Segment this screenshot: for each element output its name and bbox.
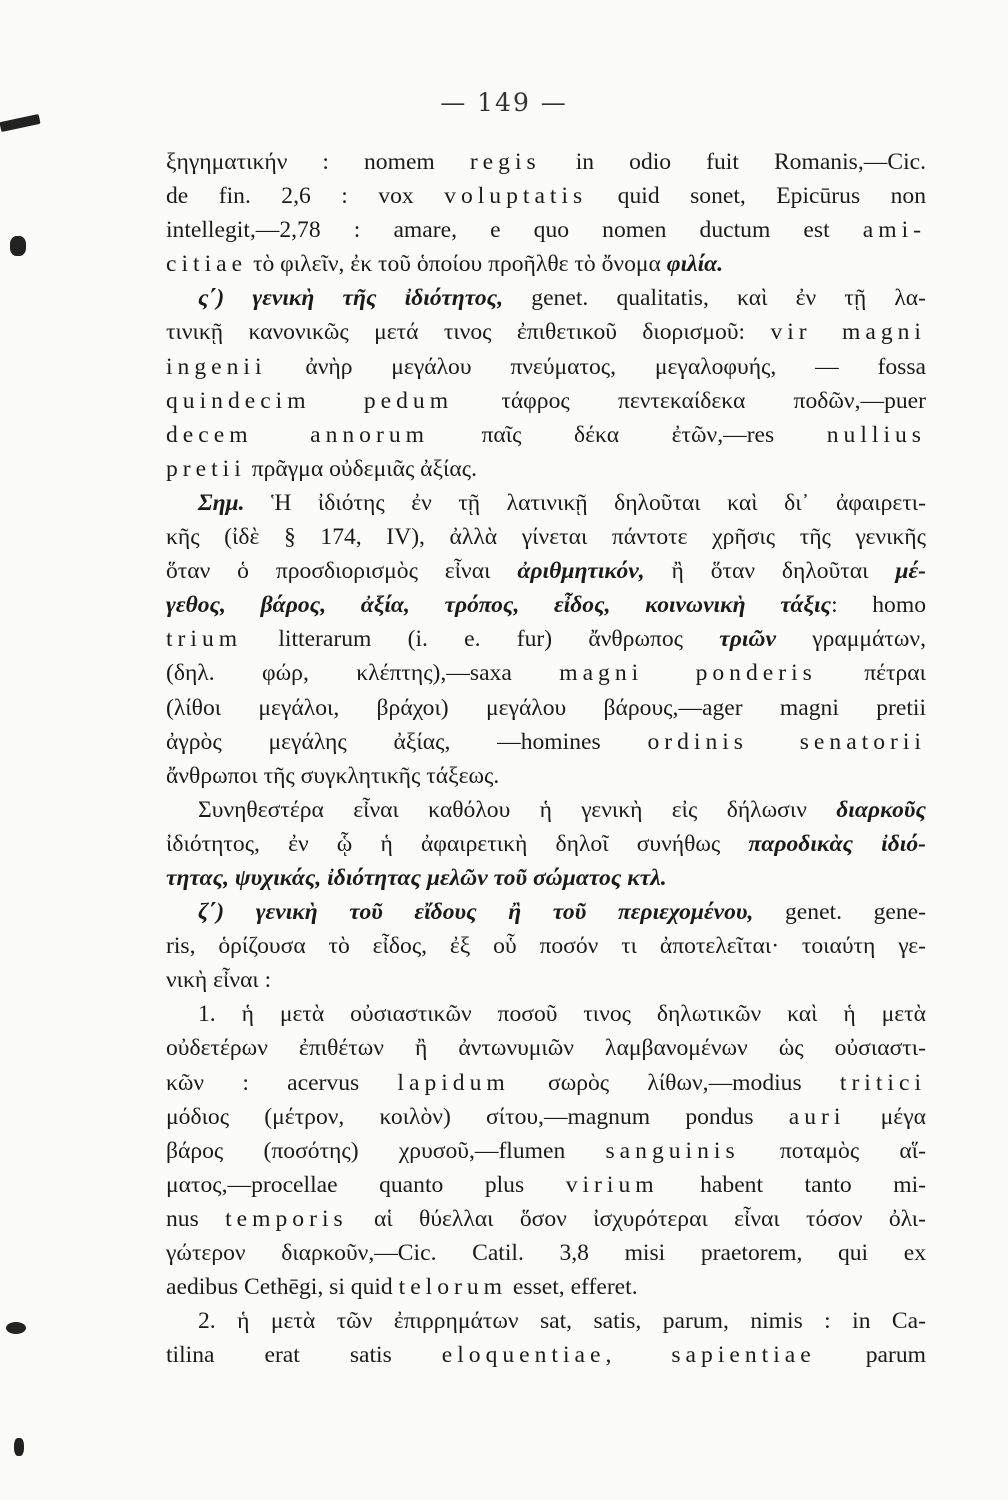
spaced-latin-term: regis [469, 149, 541, 175]
text-run: ὅταν ὁ προσδιορισμὸς εἶναι [166, 558, 518, 585]
text-run: genet. gene- [753, 899, 927, 926]
text-run: de fin. 2,6 : vox [166, 183, 445, 210]
spaced-latin-term: pretii [166, 455, 246, 482]
spaced-latin-term: nullius [826, 421, 926, 448]
text-line [166, 281, 926, 315]
scan-mark [6, 1322, 26, 1334]
text-line [166, 1066, 926, 1100]
text-line [166, 179, 926, 213]
bold-greek-term: φιλία. [666, 251, 724, 278]
text-line [166, 145, 926, 179]
bold-greek-term: μέ- [895, 558, 926, 585]
spaced-latin-term: ordinis senatorii [647, 728, 926, 755]
bold-greek-term: Σημ. [198, 489, 245, 516]
spaced-latin-term: telorum [398, 1274, 508, 1301]
text-line [166, 1270, 926, 1304]
text-run: Ἡ ἰδιότης ἐν τῇ λατινικῇ δηλοῦται καὶ δι᾿ ἀφαιρετι- [244, 489, 926, 516]
text-line [166, 1031, 926, 1065]
scan-mark [10, 236, 26, 256]
text-line [166, 213, 926, 247]
text-run: ris, ὁρίζουσα τὸ εἶδος, ἐξ οὗ ποσόν τι ἀποτελεῖται· τοιαύτη γε- [166, 933, 926, 960]
text-line [166, 1202, 926, 1236]
text-run: κῆς (ἰδὲ § 174, IV), ἀλλὰ γίνεται πάντοτε χρῆσις τῆς γενικῆς [166, 524, 926, 551]
spaced-latin-term: auri [788, 1103, 846, 1130]
spaced-latin-term: quindecim pedum [166, 387, 454, 414]
bold-greek-term: γεθος, βάρος, ἀξία, τρόπος, εἶδος, κοινωνικὴ τάξις [166, 592, 832, 619]
text-run: (λίθοι μεγάλοι, βράχοι) μεγάλου βάρους,—ager magni pretii [166, 694, 926, 721]
text-line [166, 247, 926, 281]
text-run: σωρὸς λίθων,—modius [509, 1069, 840, 1096]
text-line [166, 1236, 926, 1270]
text-run: παῖς δέκα ἐτῶν,—res [428, 421, 827, 448]
bold-greek-term: διαρκοῦς [836, 796, 926, 823]
text-line [166, 1168, 926, 1202]
text-run: νικὴ εἶναι : [166, 967, 272, 994]
text-run: πέτραι [816, 660, 927, 687]
text-run: μέγα [845, 1103, 926, 1130]
spaced-latin-term: voluptatis [444, 183, 588, 210]
text-run: ἀνὴρ μεγάλου πνεύματος, μεγαλοφυής, — fossa [266, 353, 926, 380]
text-run: τάφρος πεντεκαίδεκα ποδῶν,—puer [453, 387, 926, 414]
text-line [166, 997, 926, 1031]
spaced-latin-term: eloquentiae, sapientiae [441, 1342, 816, 1369]
text-run: (δηλ. φώρ, κλέπτης),—saxa [166, 660, 560, 687]
text-run: ἄνθρωποι τῆς συγκλητικῆς τάξεως. [166, 762, 500, 789]
text-run: tilina erat satis [166, 1342, 442, 1369]
spaced-latin-term: trium [166, 626, 243, 653]
text-run: τινικῇ κανονικῶς μετά τινος ἐπιθετικοῦ διορισμοῦ: [166, 319, 771, 346]
spaced-latin-term: lapidum [397, 1069, 510, 1096]
text-line [166, 895, 926, 929]
text-run: πρᾶγμα οὐδεμιᾶς ἀξίας. [245, 455, 478, 482]
text-run: βάρος (ποσότης) χρυσοῦ,—flumen [166, 1137, 606, 1164]
text-run: intellegit,—2,78 : amare, e quo nomen ductum est [166, 217, 863, 244]
text-line [166, 554, 926, 588]
text-line [166, 588, 926, 622]
text-line [166, 725, 926, 759]
spaced-latin-term: virium [565, 1171, 659, 1198]
spaced-latin-term: temporis [225, 1205, 348, 1232]
text-run: οὐδετέρων ἐπιθέτων ἢ ἀντωνυμιῶν λαμβανομένων ὡς οὐσιαστι- [166, 1035, 926, 1062]
text-line [166, 827, 926, 861]
bold-greek-term: τριῶν [719, 626, 776, 653]
text-line [166, 759, 926, 793]
spaced-latin-term: ami- [862, 217, 926, 244]
spaced-latin-term: ingenii [166, 353, 267, 380]
bold-greek-term: ς΄) γενικὴ τῆς ἰδιότητος, [198, 285, 504, 312]
text-line [166, 418, 926, 452]
text-line [166, 963, 926, 997]
text-run: esset, efferet. [507, 1274, 638, 1301]
text-run: γώτερον διαρκοῦν,—Cic. Catil. 3,8 misi praetorem, qui ex [166, 1240, 926, 1266]
text-run: γραμμάτων, [775, 626, 926, 653]
text-run: μόδιος (μέτρον, κοιλὸν) σίτου,—magnum pondus [166, 1103, 789, 1130]
text-run: nus [166, 1205, 226, 1232]
bold-greek-term: ἀριθμητικόν, [517, 558, 645, 585]
text-line [166, 1134, 926, 1168]
text-run: 2. ἡ μετὰ τῶν ἐπιρρημάτων sat, satis, parum, nimis : in Ca- [198, 1308, 926, 1335]
text-run: parum [815, 1342, 926, 1369]
body-text [166, 145, 926, 1372]
text-run: : homo [831, 592, 926, 619]
text-run: ἀγρὸς μεγάλης ἀξίας, —homines [166, 728, 648, 755]
text-run: genet. qualitatis, καὶ ἐν τῇ λα- [503, 285, 926, 312]
bold-greek-term: παροδικὰς ἰδιό- [748, 830, 927, 857]
text-run: aedibus Cethēgi, si quid [166, 1274, 399, 1301]
text-line [166, 793, 926, 827]
text-run: quid sonet, Epicūrus non [587, 183, 926, 210]
text-run: κῶν : acervus [166, 1069, 398, 1096]
text-run: litterarum (i. e. fur) ἄνθρωπος [242, 626, 720, 653]
text-line [166, 1338, 926, 1372]
bold-greek-term: τητας, ψυχικάς, ἰδιότητας μελῶν τοῦ σώματος κτλ. [166, 864, 667, 891]
text-line [166, 929, 926, 963]
text-run: ξηγηματικήν : nomem [166, 149, 470, 175]
text-line [166, 861, 926, 895]
text-line [166, 486, 926, 520]
spaced-latin-term: citiae [166, 251, 248, 278]
text-run: ἰδιότητος, ἐν ᾧ ἡ ἀφαιρετικὴ δηλοῖ συνήθως [166, 830, 749, 857]
scan-mark [14, 1438, 24, 1456]
spaced-latin-term: decem annorum [166, 421, 429, 448]
text-run: ἢ ὅταν δηλοῦται [644, 558, 896, 585]
text-run: Συνηθεστέρα εἶναι καθόλου ἡ γενικὴ εἰς δήλωσιν [198, 796, 837, 823]
text-line [166, 350, 926, 384]
page-number: — 149 — [440, 88, 568, 117]
text-line [166, 656, 926, 690]
text-line [166, 1304, 926, 1338]
text-run: in odio fuit Romanis,—Cic. [540, 149, 926, 175]
spaced-latin-term: vir magni [770, 319, 926, 346]
spaced-latin-term: tritici [839, 1069, 926, 1096]
text-run: τὸ φιλεῖν, ἐκ τοῦ ὁποίου προῆλθε τὸ ὄνομα [247, 251, 667, 278]
bold-greek-term: ζ΄) γενικὴ τοῦ εἴδους ἢ τοῦ περιεχομένου, [198, 899, 754, 926]
text-run: ποταμὸς αἵ- [739, 1137, 926, 1164]
spaced-latin-term: sanguinis [605, 1137, 740, 1164]
text-line [166, 452, 926, 486]
text-line [166, 384, 926, 418]
text-line [166, 520, 926, 554]
text-run: αἱ θύελλαι ὅσον ἰσχυρότεραι εἶναι τόσον ὀλι- [347, 1205, 926, 1232]
text-line [166, 622, 926, 656]
text-run: 1. ἡ μετὰ οὐσιαστικῶν ποσοῦ τινος δηλωτικῶν καὶ ἡ μετὰ [198, 1001, 926, 1028]
text-run: ματος,—procellae quanto plus [166, 1171, 566, 1198]
text-line [166, 691, 926, 725]
text-line [166, 1100, 926, 1134]
text-line [166, 315, 926, 349]
spaced-latin-term: magni ponderis [559, 660, 817, 687]
text-run: habent tanto mi- [658, 1171, 926, 1198]
